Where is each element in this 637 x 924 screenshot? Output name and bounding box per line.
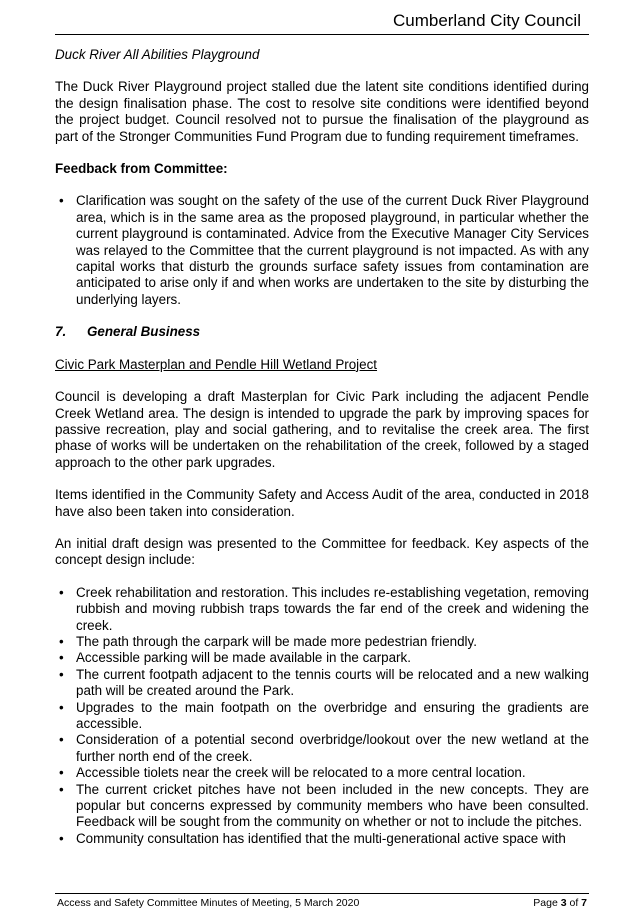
page-footer xyxy=(55,893,589,909)
page-prefix: Page xyxy=(533,897,561,909)
footer-meeting-title: Access and Safety Committee Minutes of Meeting, 5 March 2020 xyxy=(57,897,360,909)
list-item: • Clarification was sought on the safety of the use of the current Duck River Playground area, which is in the same area as the proposed playground, in particular whether the current playground is contaminated. Advice from the Executive Manager City Services was relayed to the Committee that the current playground is not impacted. As with any capital works that disturb the grounds surface safety issues from contamination are anticipated to arise only if and when works are undertaken to the site by disturbing the underlying layers. xyxy=(55,193,589,308)
page-total: 7 xyxy=(581,897,587,909)
list-item: • Community consultation has identified that the multi-generational active space with xyxy=(55,831,589,847)
civic-park-paragraph-3: An initial draft design was presented to the Committee for feedback. Key aspects of the concept design include: xyxy=(55,535,589,568)
document-body xyxy=(55,47,589,863)
feedback-list xyxy=(55,193,589,308)
list-item: • The path through the carpark will be made more pedestrian friendly. xyxy=(55,634,589,650)
section-heading xyxy=(55,324,589,340)
civic-park-subheading: Civic Park Masterplan and Pendle Hill Wetland Project xyxy=(55,356,378,372)
page-number xyxy=(533,897,587,909)
list-item: • Upgrades to the main footpath on the overbridge and ensuring the gradients are accessible. xyxy=(55,700,589,733)
list-item: • The current cricket pitches have not been included in the new concepts. They are popular but concerns expressed by community members who have been consulted. Feedback will be sought from the community on whether or not to include the pitches. xyxy=(55,782,589,831)
list-item: • Creek rehabilitation and restoration. This includes re-establishing vegetation, removing rubbish and moving rubbish traps towards the far end of the creek and widening the creek. xyxy=(55,585,589,634)
duck-river-title: Duck River All Abilities Playground xyxy=(55,47,260,62)
list-item: • Consideration of a potential second overbridge/lookout over the new wetland at the further north end of the creek. xyxy=(55,732,589,765)
page-header xyxy=(55,8,589,35)
list-item: • Accessible tiolets near the creek will be relocated to a more central location. xyxy=(55,765,589,781)
list-item: • The current footpath adjacent to the tennis courts will be relocated and a new walking path will be created around the Park. xyxy=(55,667,589,700)
duck-river-paragraph: The Duck River Playground project stalled due the latent site conditions identified during the design finalisation phase. The cost to resolve site conditions were identified beyond the project budget. Council resolved not to pursue the finalisation of the playground as part of the Stronger Communities Fund Program due to funding requirement timeframes. xyxy=(55,79,589,144)
list-item: • Accessible parking will be made available in the carpark. xyxy=(55,650,589,666)
section-title: General Business xyxy=(87,324,201,340)
civic-park-paragraph-2: Items identified in the Community Safety and Access Audit of the area, conducted in 2018 have also been taken into consideration. xyxy=(55,487,589,519)
section-number: 7. xyxy=(55,324,67,340)
feedback-heading: Feedback from Committee: xyxy=(55,161,228,177)
concept-design-list xyxy=(55,585,589,848)
organization-name: Cumberland City Council xyxy=(392,11,581,30)
page-current: 3 xyxy=(560,897,567,909)
civic-park-paragraph-1: Council is developing a draft Masterplan for Civic Park including the adjacent Pendle Creek Wetland area. The design is intended to upgrade the park by improving spaces for passive recreation, play and social gathering, and to revitalise the creek area. The first phase of works will be undertaken on the rehabilitation of the creek, followed by a staged approach to the other park upgrades. xyxy=(55,389,589,470)
page-of: of xyxy=(566,897,582,909)
